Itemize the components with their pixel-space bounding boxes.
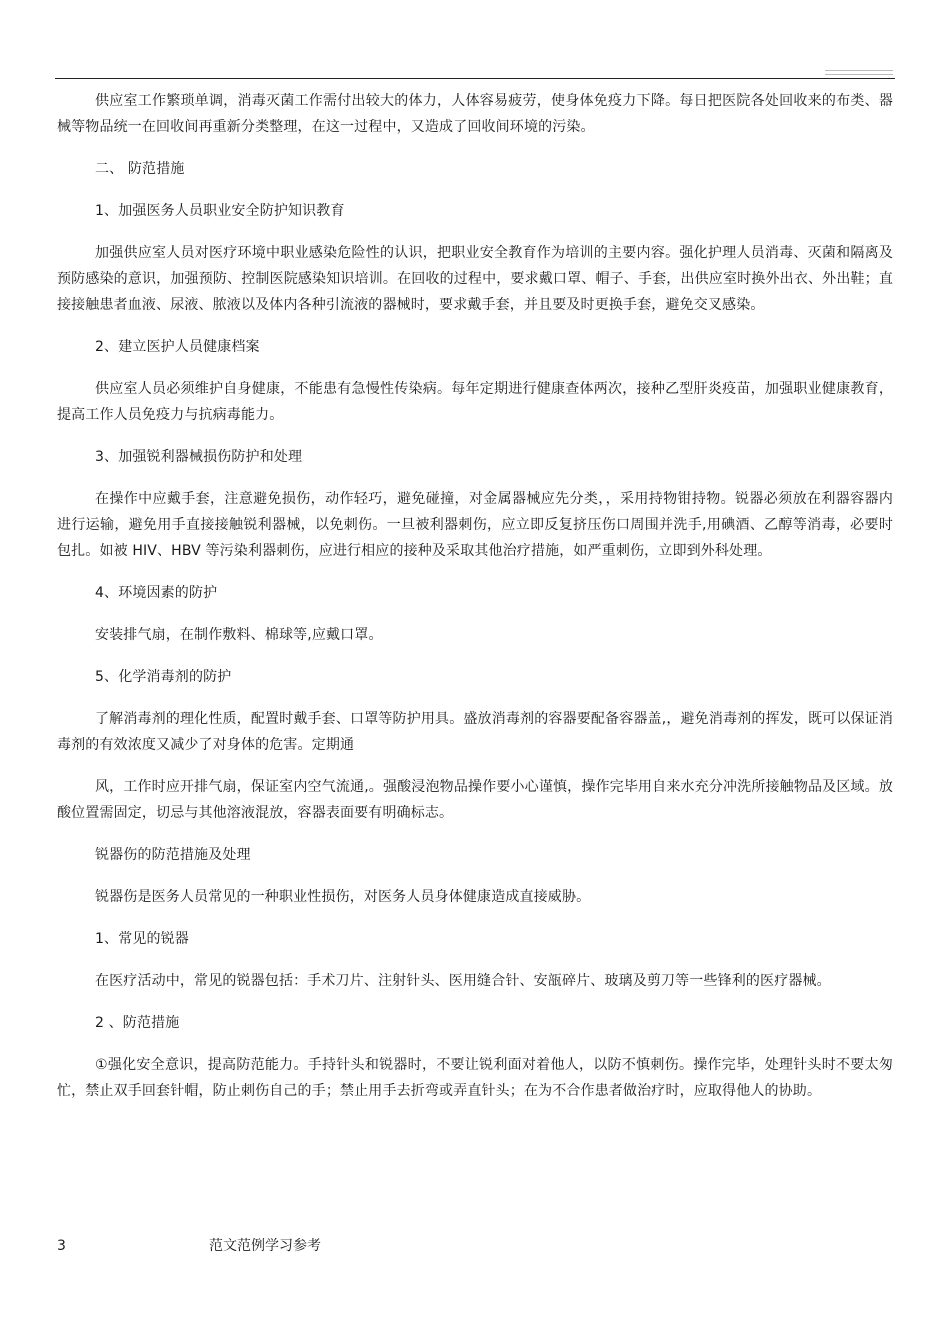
- subsection-heading: 2、建立医护人员健康档案: [95, 339, 260, 355]
- paragraph: 在医疗活动中，常见的锐器包括：手术刀片、注射针头、医用缝合针、安瓿碎片、玻璃及剪刀等一些锋利的医疗器械。: [95, 973, 831, 989]
- paragraph: 供应室人员必须维护自身健康，不能患有急慢性传染病。每年定期进行健康查体两次，接种乙型肝炎疫苗，加强职业健康教育，提高工作人员免疫力与抗病毒能力。: [57, 381, 893, 423]
- paragraph: 了解消毒剂的理化性质，配置时戴手套、口罩等防护用具。盛放消毒剂的容器要配备容器盖,，避免消毒剂的挥发，既可以保证消毒剂的有效浓度又减少了对身体的危害。定期通: [57, 711, 893, 753]
- subsection-heading: 1、常见的锐器: [95, 931, 189, 947]
- subsection-heading: 4、环境因素的防护: [95, 585, 218, 601]
- section-heading: 锐器伤的防范措施及处理: [95, 847, 251, 863]
- paragraph: 安装排气扇，在制作敷料、棉球等,应戴口罩。: [95, 627, 383, 643]
- header-rule: [55, 78, 895, 79]
- paragraph: 加强供应室人员对医疗环境中职业感染危险性的认识，把职业安全教育作为培训的主要内容。强化护理人员消毒、灭菌和隔离及预防感染的意识，加强预防、控制医院感染知识培训。在回收的过程中，要求戴口罩、帽子、手套，出供应室时换外出衣、外出鞋；直接接触患者血液、尿液、脓液以及体内各种引流液的器械时，要求戴手套，并且要及时更换手套，避免交叉感染。: [57, 245, 893, 313]
- paragraph: ①强化安全意识，提高防范能力。手持针头和锐器时，不要让锐利面对着他人，以防不慎刺伤。操作完毕，处理针头时不要太匆忙，禁止双手回套针帽，防止刺伤自己的手；禁止用手去折弯或弄直针头；在为不合作患者做治疗时，应取得他人的协助。: [57, 1057, 893, 1099]
- paragraph: 在操作中应戴手套，注意避免损伤，动作轻巧，避免碰撞，对金属器械应先分类，，采用持物钳持物。锐器必须放在利器容器内进行运输，避免用手直接接触锐利器械，以免刺伤。一旦被利器刺伤，应立即反复挤压伤口周围并洗手,用碘酒、乙醇等消毒，必要时包扎。如被 HIV、HBV 等污染利器刺伤，应进行相应的接种及采取其他治疗措施，如严重刺伤，立即到外科处理。: [57, 491, 893, 559]
- corner-mark: [825, 70, 893, 71]
- subsection-heading: 2 、防范措施: [95, 1015, 180, 1031]
- paragraph: 供应室工作繁琐单调，消毒灭菌工作需付出较大的体力，人体容易疲劳，使身体免疫力下降。每日把医院各处回收来的布类、器械等物品统一在回收间再重新分类整理，在这一过程中，又造成了回收间环境的污染。: [57, 93, 893, 135]
- corner-mark: [825, 74, 893, 75]
- subsection-heading: 3、加强锐利器械损伤防护和处理: [95, 449, 303, 465]
- page-number: 3: [57, 1238, 66, 1254]
- paragraph: 锐器伤是医务人员常见的一种职业性损伤，对医务人员身体健康造成直接威胁。: [95, 889, 591, 905]
- subsection-heading: 1、加强医务人员职业安全防护知识教育: [95, 203, 345, 219]
- paragraph: 风，工作时应开排气扇，保证室内空气流通,。强酸浸泡物品操作要小心谨慎，操作完毕用自来水充分冲洗所接触物品及区域。放酸位置需固定，切忌与其他溶液混放，容器表面要有明确标志。: [57, 779, 893, 821]
- document-body: [57, 88, 893, 1104]
- subsection-heading: 5、化学消毒剂的防护: [95, 669, 232, 685]
- page-footer: [57, 1233, 893, 1259]
- section-heading: 二、 防范措施: [95, 161, 185, 177]
- footer-text: 范文范例学习参考: [209, 1238, 321, 1254]
